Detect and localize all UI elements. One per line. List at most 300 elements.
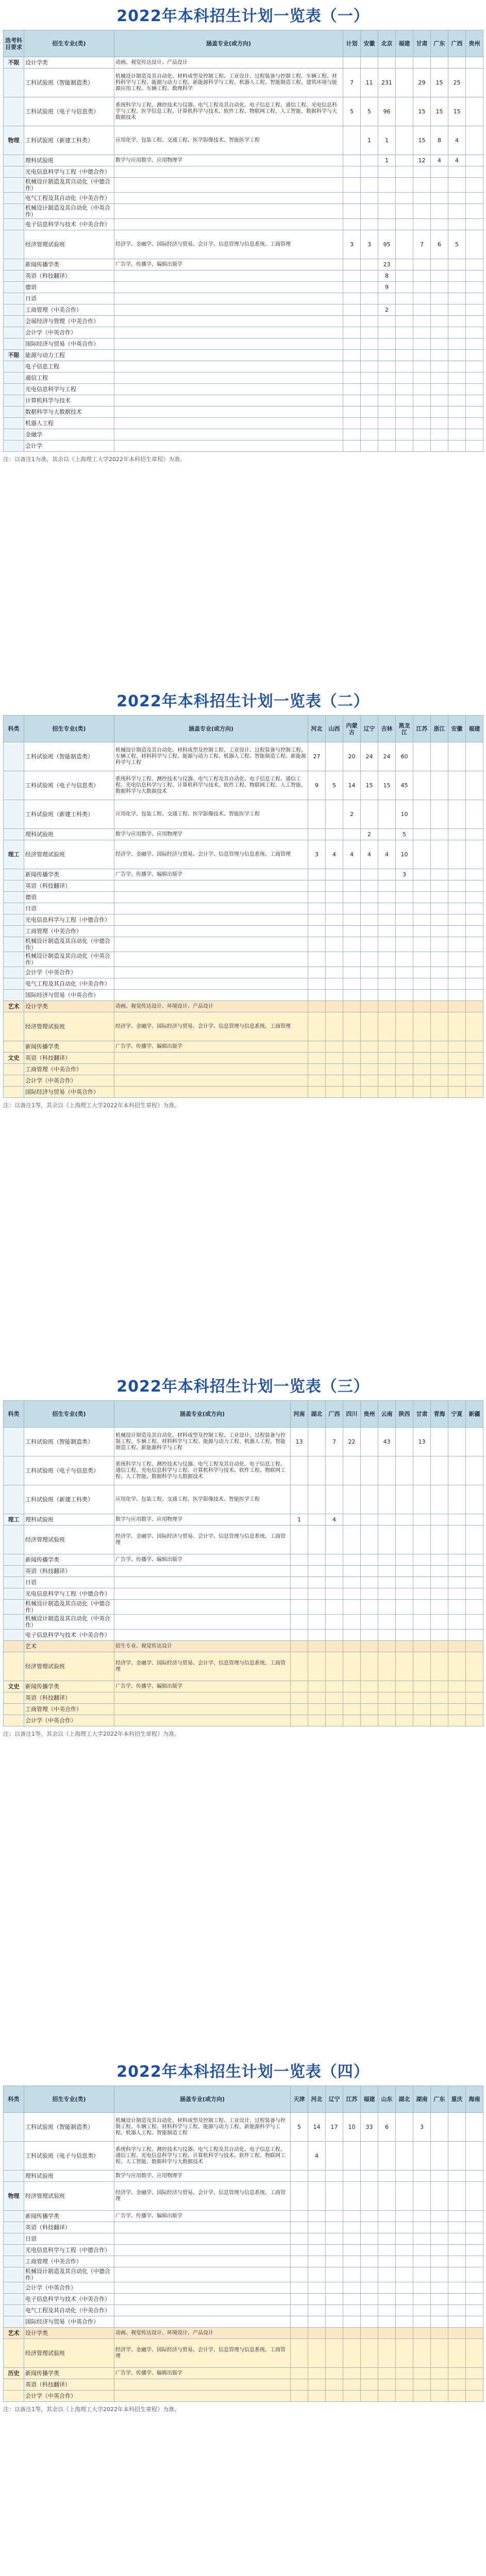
quota-cell [308, 1428, 326, 1456]
quota-cell [396, 2328, 413, 2339]
category-cell [4, 914, 24, 926]
quota-cell [343, 2171, 361, 2182]
quota-cell [413, 406, 431, 418]
column-header: 陕西 [396, 1401, 413, 1428]
quota-cell [431, 193, 448, 204]
category-cell [4, 742, 24, 771]
quota-cell [361, 2339, 378, 2368]
major-name-cell: 新闻传播学类 [24, 1554, 114, 1566]
quota-cell [396, 69, 413, 97]
quota-cell [448, 829, 466, 840]
quota-cell [343, 361, 361, 372]
quota-cell [291, 2171, 308, 2182]
quota-cell [361, 800, 378, 829]
quota-cell [308, 1681, 326, 1692]
quota-cell [343, 429, 361, 440]
quota-cell [361, 1001, 378, 1012]
covered-majors-cell [114, 1087, 308, 1098]
category-cell [4, 69, 24, 97]
quota-cell [361, 1554, 378, 1566]
quota-cell [343, 1012, 361, 1041]
column-header: 重庆 [448, 2086, 466, 2113]
quota-cell [431, 327, 448, 338]
quota-cell [466, 204, 483, 219]
quota-cell: 11 [361, 69, 378, 97]
quota-cell [378, 1566, 396, 1577]
quota-cell [448, 1087, 466, 1098]
quota-cell [396, 97, 413, 126]
quota-cell [361, 1681, 378, 1692]
quota-cell [361, 1041, 378, 1053]
quota-cell [343, 2305, 361, 2316]
column-header: 甘肃 [413, 1401, 431, 1428]
table-row [4, 1485, 483, 1514]
quota-cell [413, 1615, 431, 1630]
quota-cell [378, 293, 396, 304]
quota-cell: 33 [361, 2113, 378, 2142]
quota-cell: 7 [413, 230, 431, 259]
quota-cell [308, 2391, 326, 2402]
quota-cell [413, 937, 431, 952]
table-row [4, 829, 483, 840]
quota-cell [396, 1041, 413, 1053]
quota-cell [431, 2267, 448, 2282]
quota-cell [326, 1485, 343, 1514]
covered-majors-cell [114, 204, 343, 219]
quota-cell [396, 1704, 413, 1715]
quota-cell [308, 2328, 326, 2339]
covered-majors-cell [114, 2379, 291, 2391]
quota-cell [308, 1577, 326, 1588]
quota-cell [466, 2222, 483, 2233]
quota-cell [396, 903, 413, 914]
major-name-cell: 机械设计制造及其自动化（中德合作） [24, 937, 114, 952]
category-cell [4, 1087, 24, 1098]
table-row [4, 771, 483, 800]
quota-cell [431, 914, 448, 926]
quota-cell [448, 2182, 466, 2211]
quota-cell [378, 1526, 396, 1554]
quota-cell [343, 892, 361, 903]
quota-cell [291, 2328, 308, 2339]
quota-cell [343, 926, 361, 937]
quota-cell [431, 742, 448, 771]
quota-cell [396, 440, 413, 452]
quota-cell [431, 429, 448, 440]
quota-cell [378, 372, 396, 384]
quota-cell [431, 1704, 448, 1715]
quota-cell: 25 [448, 69, 466, 97]
table-row [4, 926, 483, 937]
major-name-cell: 工科试验班（新建工科类） [24, 1485, 114, 1514]
quota-cell [448, 2256, 466, 2267]
table-row [4, 270, 483, 282]
quota-cell [308, 1012, 326, 1041]
quota-cell [291, 2267, 308, 2282]
category-cell [4, 2171, 24, 2182]
quota-cell [396, 2142, 413, 2171]
quota-cell [343, 978, 361, 990]
quota-cell [326, 1456, 343, 1485]
table-row [4, 914, 483, 926]
category-cell [4, 2339, 24, 2368]
quota-cell [361, 1600, 378, 1615]
quota-cell [413, 967, 431, 978]
quota-cell [343, 1692, 361, 1704]
category-cell [4, 2142, 24, 2171]
quota-cell [448, 293, 466, 304]
quota-cell [378, 2171, 396, 2182]
column-header: 甘肃 [413, 30, 431, 57]
quota-cell [378, 338, 396, 350]
quota-cell [378, 1715, 396, 1726]
quota-cell [343, 166, 361, 178]
quota-cell [378, 1087, 396, 1098]
quota-cell [308, 967, 326, 978]
quota-cell [448, 2328, 466, 2339]
quota-cell [396, 1526, 413, 1554]
major-name-cell: 会计学 [24, 440, 114, 452]
quota-cell [378, 892, 396, 903]
quota-cell [448, 1600, 466, 1615]
quota-cell [431, 178, 448, 193]
major-name-cell: 机械设计制造及其自动化（中英合作） [24, 952, 114, 967]
quota-cell [413, 259, 431, 270]
quota-cell [396, 1456, 413, 1485]
quota-cell [413, 1600, 431, 1615]
column-header: 广东 [431, 30, 448, 57]
quota-cell [466, 903, 483, 914]
quota-cell [326, 1554, 343, 1566]
quota-cell [413, 372, 431, 384]
quota-cell [378, 1485, 396, 1514]
category-cell [4, 440, 24, 452]
quota-cell [448, 880, 466, 892]
quota-cell [361, 1075, 378, 1087]
quota-cell [448, 914, 466, 926]
quota-cell [343, 338, 361, 350]
quota-cell [291, 2316, 308, 2328]
quota-cell [378, 1001, 396, 1012]
quota-cell [326, 1641, 343, 1652]
major-name-cell: 经济管理试验班 [24, 1526, 114, 1554]
covered-majors-cell [114, 2267, 291, 2282]
quota-cell [361, 2142, 378, 2171]
covered-majors-cell [114, 1588, 291, 1600]
covered-majors-cell: 经济学、金融学、国际经济与贸易、会计学、信息管理与信息系统、工商管理 [114, 1652, 291, 1681]
quota-cell [343, 440, 361, 452]
quota-cell [466, 967, 483, 978]
quota-cell [343, 1641, 361, 1652]
quota-cell [378, 1456, 396, 1485]
category-cell [4, 2113, 24, 2142]
quota-cell [396, 2182, 413, 2211]
quota-cell [413, 2379, 431, 2391]
quota-cell [361, 2328, 378, 2339]
quota-cell [431, 2368, 448, 2379]
major-name-cell: 计算机科学与技术 [24, 395, 114, 406]
quota-cell [396, 952, 413, 967]
covered-majors-cell [114, 1064, 308, 1075]
quota-cell [396, 1630, 413, 1641]
quota-cell [448, 204, 466, 219]
quota-cell [413, 2328, 431, 2339]
major-name-cell: 机器人工程 [24, 418, 114, 429]
column-header: 湖南 [413, 2086, 431, 2113]
quota-cell [396, 178, 413, 193]
column-header: 云南 [378, 1401, 396, 1428]
quota-cell [343, 1485, 361, 1514]
covered-majors-cell: 招生专业、视觉传达设计 [114, 1641, 291, 1652]
quota-cell [343, 1704, 361, 1715]
quota-cell [466, 1692, 483, 1704]
quota-cell [326, 869, 343, 880]
quota-cell [431, 892, 448, 903]
covered-majors-cell [114, 219, 343, 230]
quota-cell [326, 2211, 343, 2222]
quota-cell [413, 166, 431, 178]
quota-cell [378, 418, 396, 429]
quota-cell [308, 800, 326, 829]
quota-cell [413, 384, 431, 395]
covered-majors-cell: 系统科学与工程、测控技术与仪器、电气工程及其自动化、电子信息工程、通信工程、光电信息科学与工程、计算机科学与技术、软件工程、物联网工程、人工智能、数据科学与大数据技术 [114, 1456, 291, 1485]
quota-cell [343, 2182, 361, 2211]
quota-cell [466, 892, 483, 903]
column-header: 安徽 [361, 30, 378, 57]
quota-cell [378, 384, 396, 395]
quota-cell [308, 1053, 326, 1064]
category-cell [4, 903, 24, 914]
covered-majors-cell [114, 2294, 291, 2305]
quota-cell [448, 384, 466, 395]
quota-cell [291, 2233, 308, 2245]
quota-cell: 13 [413, 1428, 431, 1456]
quota-cell [326, 1526, 343, 1554]
quota-cell: 6 [378, 2113, 396, 2142]
quota-cell [291, 2368, 308, 2379]
quota-cell [466, 2267, 483, 2282]
category-cell [4, 166, 24, 178]
quota-cell [291, 1485, 308, 1514]
quota-cell [448, 1577, 466, 1588]
quota-cell [413, 880, 431, 892]
quota-cell [308, 926, 326, 937]
major-name-cell: 国际经济与贸易（中英合作） [24, 338, 114, 350]
quota-cell [361, 1715, 378, 1726]
quota-cell [396, 384, 413, 395]
quota-cell [466, 926, 483, 937]
quota-cell [343, 2339, 361, 2368]
quota-cell [413, 1064, 431, 1075]
quota-cell [308, 1692, 326, 1704]
quota-cell [448, 418, 466, 429]
category-cell [4, 952, 24, 967]
covered-majors-cell: 经济学、金融学、国际经济与贸易、会计学、信息管理与信息系统、工商管理 [114, 2339, 291, 2368]
quota-cell [291, 1715, 308, 1726]
column-header: 湖北 [396, 2086, 413, 2113]
quota-cell [413, 2245, 431, 2256]
quota-cell [466, 1681, 483, 1692]
column-header: 宁夏 [448, 1401, 466, 1428]
major-name-cell: 新闻传播学类 [24, 869, 114, 880]
quota-cell [431, 350, 448, 361]
quota-cell [466, 800, 483, 829]
quota-cell [431, 1577, 448, 1588]
table-row [4, 880, 483, 892]
quota-cell [466, 1615, 483, 1630]
quota-cell [431, 978, 448, 990]
quota-cell [326, 2256, 343, 2267]
major-name-cell: 设计学类 [24, 1001, 114, 1012]
quota-cell [378, 2267, 396, 2282]
covered-majors-cell: 动画、视觉传达设计、环境设计、产品设计 [114, 1001, 308, 1012]
covered-majors-cell [114, 178, 343, 193]
quota-cell: 4 [448, 126, 466, 155]
major-name-cell: 会计学（中英合作） [24, 2391, 114, 2402]
quota-cell [396, 282, 413, 293]
table-row [4, 166, 483, 178]
quota-cell [361, 270, 378, 282]
quota-cell [431, 771, 448, 800]
quota-cell [396, 967, 413, 978]
table-title: 2022年本科招生计划一览表（四） [116, 2063, 370, 2081]
major-name-cell: 光电信息科学与工程（中德合作） [24, 166, 114, 178]
quota-cell: 96 [378, 97, 396, 126]
quota-cell [431, 1715, 448, 1726]
covered-majors-cell [114, 429, 343, 440]
quota-cell [413, 1075, 431, 1087]
quota-cell [308, 1715, 326, 1726]
quota-cell [326, 990, 343, 1001]
quota-cell [448, 1588, 466, 1600]
quota-cell [466, 350, 483, 361]
quota-cell [308, 2368, 326, 2379]
quota-cell [413, 1692, 431, 1704]
quota-cell [361, 193, 378, 204]
quota-cell [361, 1641, 378, 1652]
quota-cell [378, 2391, 396, 2402]
quota-cell: 10 [396, 840, 413, 869]
quota-cell [448, 219, 466, 230]
quota-cell [396, 304, 413, 316]
column-header: 科类 [4, 716, 24, 742]
quota-cell [343, 406, 361, 418]
table-note: 注：以备注1等，其余以《上海理工大学2022年本科招生章程》为准。 [3, 1102, 180, 1109]
category-cell [4, 2222, 24, 2233]
column-header: 招生专业(类) [24, 2086, 114, 2113]
quota-cell [466, 914, 483, 926]
quota-cell [361, 2316, 378, 2328]
quota-cell [343, 1075, 361, 1087]
quota-cell [413, 293, 431, 304]
quota-cell [466, 990, 483, 1001]
quota-cell [343, 219, 361, 230]
quota-cell [466, 282, 483, 293]
quota-cell [448, 259, 466, 270]
quota-cell [396, 204, 413, 219]
quota-cell: 15 [361, 771, 378, 800]
quota-cell [308, 2282, 326, 2294]
major-name-cell: 国际经济与贸易（中英合作） [24, 2316, 114, 2328]
quota-cell [448, 2316, 466, 2328]
category-cell: 历史 [4, 2368, 24, 2379]
quota-cell [343, 1615, 361, 1630]
table-row [4, 1064, 483, 1075]
quota-cell: 14 [343, 771, 361, 800]
quota-cell [396, 2211, 413, 2222]
quota-cell [308, 1615, 326, 1630]
category-cell [4, 178, 24, 193]
quota-cell: 29 [413, 69, 431, 97]
quota-cell [448, 1704, 466, 1715]
quota-cell [343, 1715, 361, 1726]
quota-cell [378, 2182, 396, 2211]
quota-cell [431, 270, 448, 282]
plan-table [3, 2086, 483, 2402]
quota-cell [361, 282, 378, 293]
quota-cell [431, 903, 448, 914]
plan-table-1 [0, 0, 486, 680]
table-row [4, 97, 483, 126]
table-row [4, 304, 483, 316]
quota-cell [466, 259, 483, 270]
table-row [4, 193, 483, 204]
quota-cell [361, 1652, 378, 1681]
table-row [4, 800, 483, 829]
quota-cell [466, 2379, 483, 2391]
quota-cell [396, 892, 413, 903]
covered-majors-cell: 应用化学、包装工程、交通工程、医学影像技术、智能医学工程 [114, 126, 343, 155]
covered-majors-cell [114, 2233, 291, 2245]
quota-cell: 13 [291, 1428, 308, 1456]
quota-cell [326, 2282, 343, 2294]
quota-cell [378, 193, 396, 204]
quota-cell [291, 1652, 308, 1681]
quota-cell [431, 406, 448, 418]
quota-cell [466, 327, 483, 338]
table-row [4, 2182, 483, 2211]
quota-cell: 5 [361, 97, 378, 126]
quota-cell [396, 219, 413, 230]
quota-cell [448, 800, 466, 829]
table-row [4, 1641, 483, 1652]
quota-cell: 4 [326, 840, 343, 869]
quota-cell [343, 2142, 361, 2171]
category-cell: 文史 [4, 1681, 24, 1692]
table-row [4, 1001, 483, 1012]
category-cell [4, 384, 24, 395]
quota-cell [343, 1053, 361, 1064]
quota-cell [466, 1641, 483, 1652]
quota-cell [326, 2267, 343, 2282]
table-row [4, 1630, 483, 1641]
table-row [4, 384, 483, 395]
quota-cell [378, 440, 396, 452]
plan-table-4 [0, 2056, 486, 2576]
quota-cell [308, 829, 326, 840]
category-cell [4, 1577, 24, 1588]
major-name-cell: 德语 [24, 892, 114, 903]
table-row [4, 2391, 483, 2402]
quota-cell [308, 2339, 326, 2368]
quota-cell [326, 1588, 343, 1600]
column-header: 招生专业(类) [24, 30, 114, 57]
quota-cell: 9 [378, 282, 396, 293]
quota-cell [448, 952, 466, 967]
quota-cell: 3 [343, 230, 361, 259]
quota-cell [361, 1577, 378, 1588]
column-header: 广西 [448, 30, 466, 57]
